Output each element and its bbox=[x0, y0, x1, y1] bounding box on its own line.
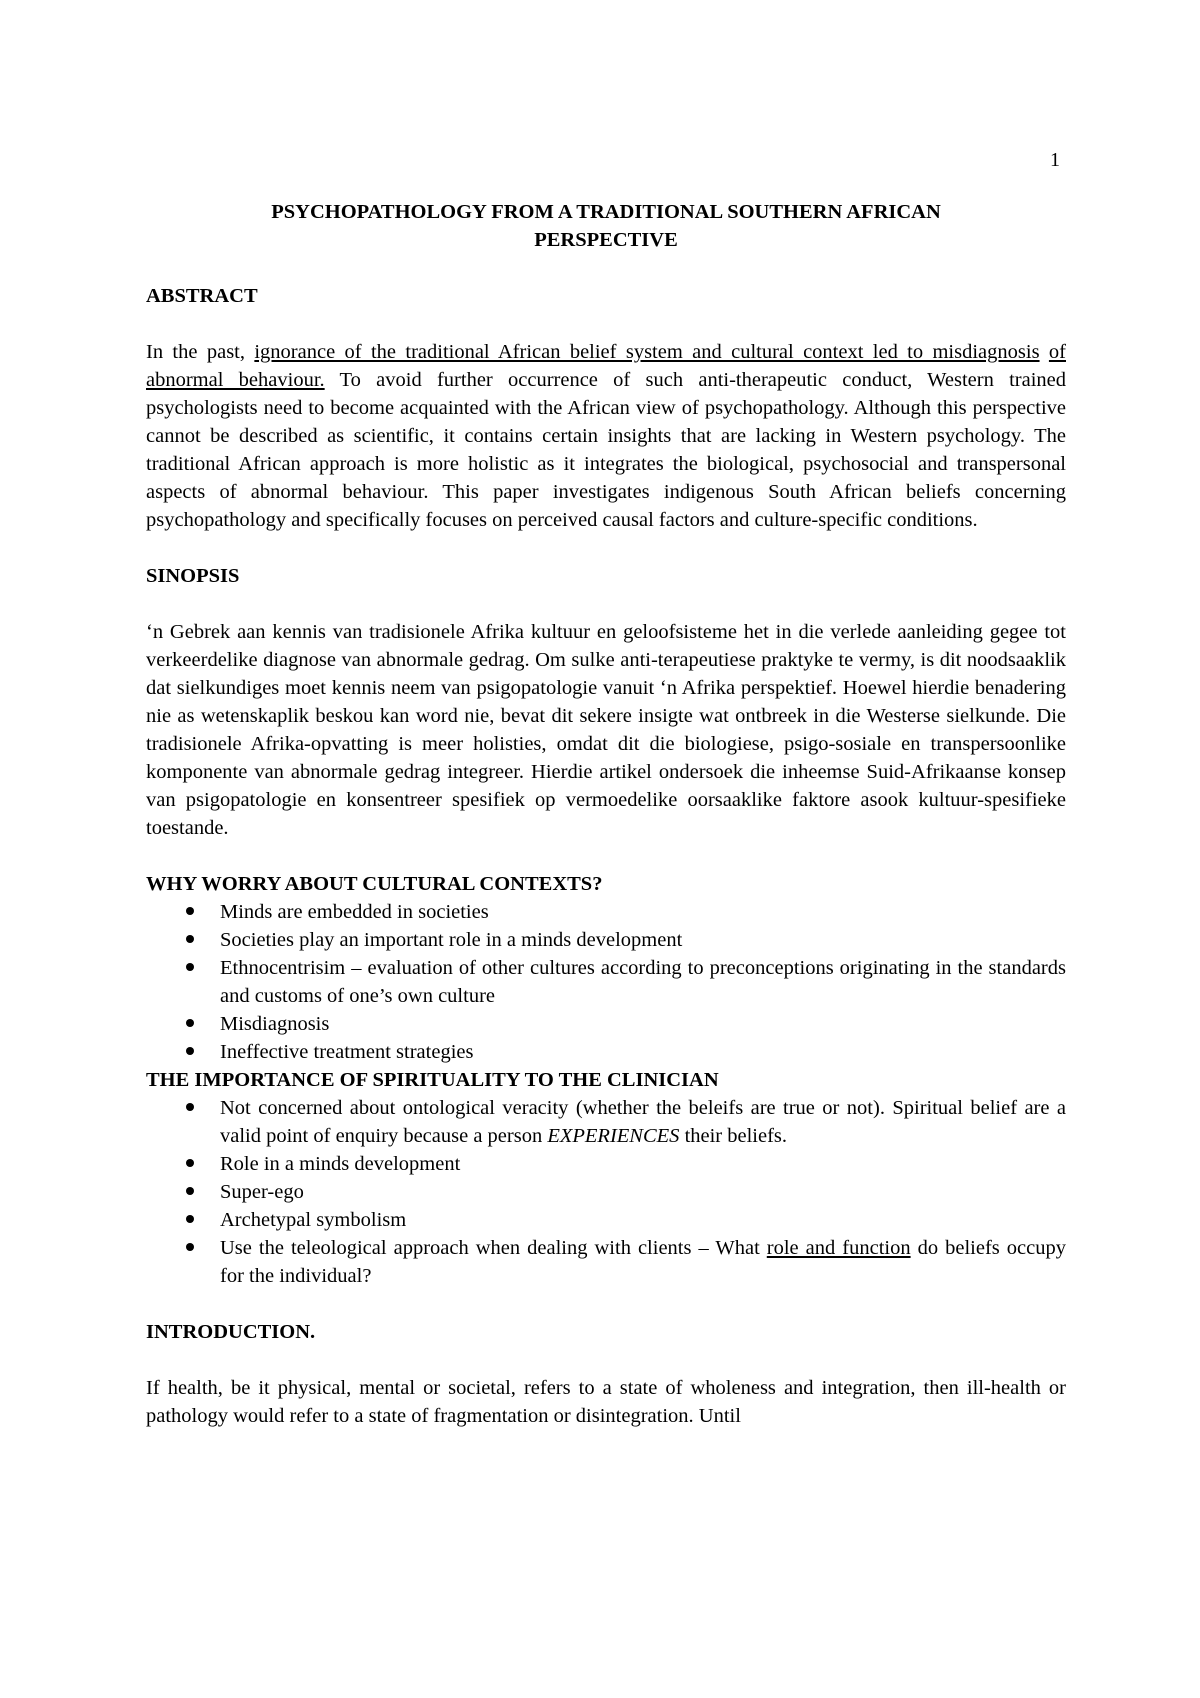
list-item: Misdiagnosis bbox=[146, 1010, 1066, 1038]
introduction-heading: INTRODUCTION. bbox=[146, 1321, 316, 1343]
item-underlined: role and function bbox=[766, 1237, 911, 1259]
item-text: Not concerned about ontological veracity (whether the beleifs are true or not). Spiritual belief are a valid point of enquiry because a person bbox=[220, 1097, 1066, 1147]
abstract-text-rest: To avoid further occurrence of such anti-therapeutic conduct, Western trained psychologists need to become acquainted with the African view of psychopathology. Although this perspective cannot be described as scientific, it contains certain insights that are lacking in Western psychology. The traditional African approach is more holistic as it integrates the biological, psychosocial and transpersonal aspects of abnormal behaviour. This paper investigates indigenous South African beliefs concerning psychopathology and specifically focuses on perceived causal factors and culture-specific conditions. bbox=[146, 369, 1066, 531]
why-worry-heading: WHY WORRY ABOUT CULTURAL CONTEXTS? bbox=[146, 873, 603, 895]
item-text: do beliefs occupy for the individual? bbox=[220, 1237, 1066, 1287]
list-item: Minds are embedded in societies bbox=[146, 898, 1066, 926]
abstract-paragraph bbox=[146, 338, 1066, 534]
introduction-paragraph: If health, be it physical, mental or societal, refers to a state of wholeness and integration, then ill-health or pathology would refer to a state of fragmentation or disintegration. Until bbox=[146, 1377, 1066, 1427]
title-line-1: PSYCHOPATHOLOGY FROM A TRADITIONAL SOUTHERN AFRICAN bbox=[271, 201, 941, 223]
abstract-text-mid bbox=[1040, 341, 1049, 363]
list-item: Societies play an important role in a minds development bbox=[146, 926, 1066, 954]
list-item bbox=[146, 1234, 1066, 1290]
document-body bbox=[146, 198, 1066, 1430]
list-item: Ineffective treatment strategies bbox=[146, 1038, 1066, 1066]
abstract-text-start: In the past, bbox=[146, 341, 255, 363]
abstract-underlined-2: of abnormal behaviour. bbox=[146, 341, 1066, 391]
item-text: their beliefs. bbox=[679, 1125, 788, 1147]
spirituality-heading: THE IMPORTANCE OF SPIRITUALITY TO THE CLINICIAN bbox=[146, 1069, 719, 1091]
list-item: Ethnocentrisim – evaluation of other cultures according to preconceptions originating in the standards and customs of one’s own culture bbox=[146, 954, 1066, 1010]
item-text: Use the teleological approach when dealing with clients – What bbox=[220, 1237, 767, 1259]
title-line-2: PERSPECTIVE bbox=[534, 229, 678, 251]
abstract-heading: ABSTRACT bbox=[146, 285, 258, 307]
sinopsis-heading: SINOPSIS bbox=[146, 565, 240, 587]
page-number: 1 bbox=[1050, 149, 1060, 171]
abstract-underlined-1: ignorance of the traditional African belief system and cultural context led to misdiagnosis bbox=[254, 341, 1040, 363]
sinopsis-paragraph: ‘n Gebrek aan kennis van tradisionele Afrika kultuur en geloofsisteme het in die verlede aanleiding gegee tot verkeerdelike diagnose van abnormale gedrag. Om sulke anti-terapeutiese praktyke te vermy, is dit noodsaaklik dat sielkundiges moet kennis neem van psigopatologie vanuit ‘n Afrika perspektief. Hoewel hierdie benadering nie as wetenskaplik beskou kan word nie, bevat dit sekere insigte wat ontbreek in die Westerse sielkunde. Die tradisionele Afrika-opvatting is meer holisties, omdat dit die biologiese, psigo-sosiale en transpersoonlike komponente van abnormale gedrag integreer. Hierdie artikel ondersoek die inheemse Suid-Afrikaanse konsep van psigopatologie en konsentreer spesifiek op vermoedelike oorsaaklike faktore asook kultuur-spesifieke toestande. bbox=[146, 621, 1066, 839]
spirituality-list bbox=[146, 1094, 1066, 1290]
item-emphasis: EXPERIENCES bbox=[547, 1125, 680, 1147]
why-worry-list bbox=[146, 898, 1066, 1066]
list-item: Role in a minds development bbox=[146, 1150, 1066, 1178]
list-item: Archetypal symbolism bbox=[146, 1206, 1066, 1234]
list-item: Super-ego bbox=[146, 1178, 1066, 1206]
list-item bbox=[146, 1094, 1066, 1150]
